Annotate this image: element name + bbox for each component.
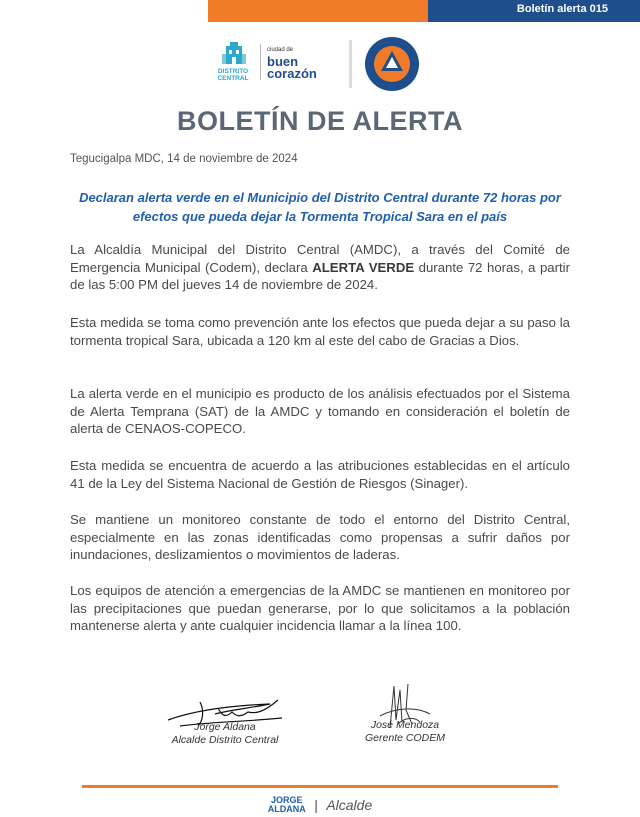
footer-name: [268, 796, 306, 814]
signer-1-role: Alcalde Distrito Central: [171, 734, 279, 746]
paragraph-2: Esta medida se toma como prevención ante los efectos que pueda dejar a su paso la tormenta tropical Sara, ubicada a 120 km al este del cabo de Gracias a Dios.: [70, 315, 570, 348]
buen-corazon-logo: [267, 44, 317, 80]
header-orange-bar: [208, 0, 428, 22]
bulletin-number: Boletín alerta 015: [516, 3, 608, 15]
footer-divider: [82, 785, 558, 788]
date-line: Tegucigalpa MDC, 14 de noviembre de 2024: [70, 153, 298, 165]
paragraph-3: La alerta verde en el municipio es producto de los análisis efectuados por el Sistema de Alerta Temprana (SAT) de la AMDC y tomando en consideración el boletín de alerta de CENAOS-COPECO.: [70, 386, 570, 436]
logo-divider: [260, 44, 261, 80]
logo-divider-2: [349, 40, 352, 88]
signer-2-role: Gerente CODEM: [365, 732, 445, 744]
paragraph-6: Los equipos de atención a emergencias de la AMDC se mantienen en monitoreo por las precipitaciones que puedan generarse, por lo que solicitamos a la población mantenerse alerta y ante cualquier incidencia llamar a la línea 100.: [70, 583, 570, 633]
paragraph-4: Esta medida se encuentra de acuerdo a las atribuciones establecidas en el artículo 41 de la Ley del Sistema Nacional de Gestión de Riesgos (Sinager).: [70, 458, 570, 491]
footer-name-line1: JORGE: [271, 795, 303, 805]
signature-block-2: [345, 719, 465, 745]
buen-corazon-line1: buen: [267, 54, 299, 69]
paragraph-1: [70, 241, 570, 294]
distrito-central-text: DISTRITO CENTRAL: [217, 68, 249, 82]
footer-name-line2: ALDANA: [267, 804, 306, 814]
footer-separator: |: [314, 797, 318, 813]
buen-corazon-small: ciudad de: [267, 47, 294, 53]
footer: [0, 796, 640, 814]
paragraph-1-b: durante 72 horas, a partir de las 5:00 PM del jueves 14 de noviembre de 2024.: [70, 259, 570, 292]
alert-level: ALERTA VERDE: [312, 259, 415, 275]
paragraph-5: Se mantiene un monitoreo constante de todo el entorno del Distrito Central, especialmente en las zonas identificadas como propensas a sufrir daños por inundaciones, deslizamientos o movimientos de laderas.: [70, 512, 570, 562]
header-blue-bar: [428, 0, 640, 22]
logo-group: [210, 38, 440, 90]
paragraph-1-a: La Alcaldía Municipal del Distrito Central (AMDC), a través del Comité de Emergencia Municipal (Codem), declara: [70, 242, 570, 275]
signature-block-1: [150, 721, 300, 747]
signer-1-name: Jorge Aldana: [194, 721, 256, 733]
headline: Declaran alerta verde en el Municipio del Distrito Central durante 72 horas por efectos que pueda dejar la Tormenta Tropical Sara en el país: [79, 190, 561, 224]
codem-seal-icon: [364, 36, 420, 92]
buen-corazon-line2: corazón: [267, 66, 317, 81]
footer-role: Alcalde: [326, 797, 373, 813]
page-title: BOLETÍN DE ALERTA: [177, 106, 463, 136]
signer-2-name: José Mendoza: [370, 719, 440, 731]
